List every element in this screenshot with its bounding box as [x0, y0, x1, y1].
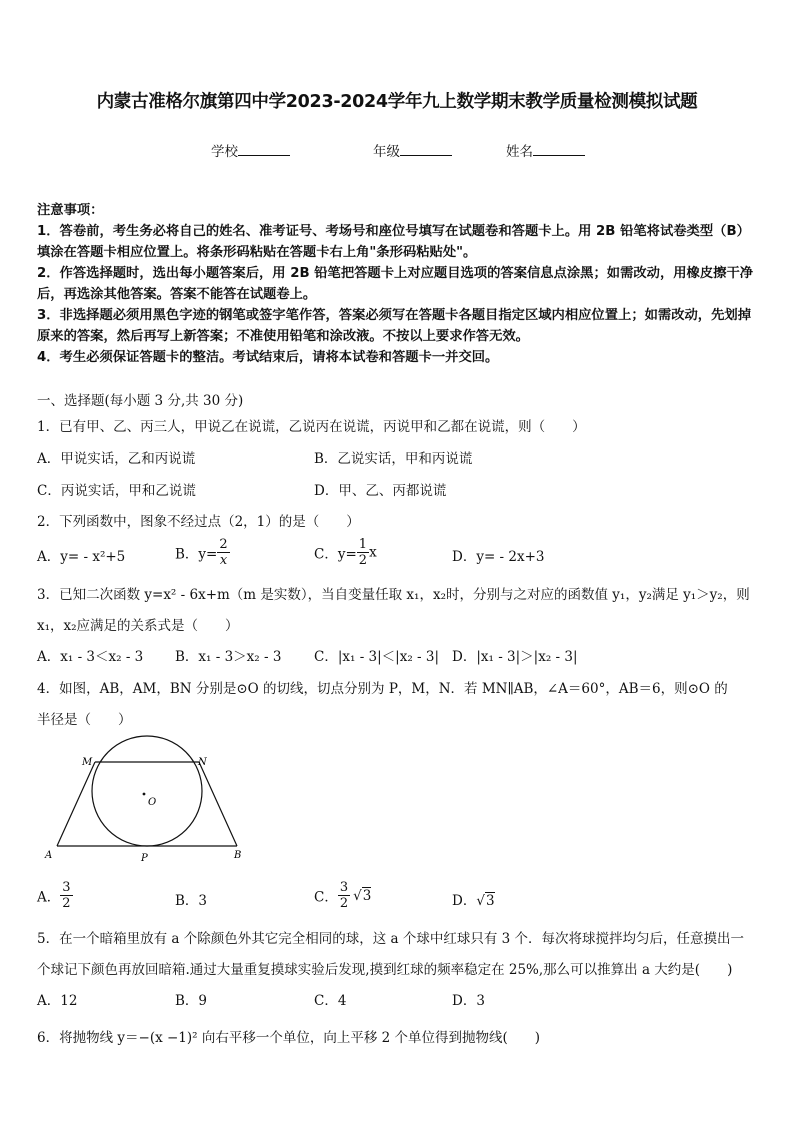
center-point: [143, 793, 146, 796]
q2-stem: 2．下列函数中，图象不经过点（2，1）的是（ ）: [37, 514, 360, 530]
segment-am: [57, 762, 95, 846]
page-title: 内蒙古准格尔旗第四中学2023-2024学年九上数学期末教学质量检测模拟试题: [96, 92, 698, 112]
name-label: 姓名: [506, 144, 533, 160]
grade-field: [373, 140, 452, 160]
q4-a-fraction: [60, 880, 72, 911]
notice-heading: 注意事项：: [37, 203, 104, 218]
q2-c-fraction: [357, 537, 369, 568]
q5-stem-line1: 5．在一个暗箱里放有 a 个除颜色外其它完全相同的球，这 a 个球中红球只有 3 个．每次将球搅拌均匀后，任意摸出一: [37, 931, 745, 947]
q3-option-b: B．x₁ - 3＞x₂ - 3: [175, 649, 282, 665]
q2-b-denominator: x: [219, 553, 228, 568]
q4-d-radicand: 3: [485, 893, 495, 909]
q4-c-prefix: C．: [314, 889, 338, 906]
grade-blank: [400, 142, 452, 156]
grade-label: 年级: [373, 144, 400, 160]
q4-a-prefix: A．: [37, 889, 61, 906]
q4-stem-line1: 4．如图，AB，AM，BN 分别是⊙O 的切线，切点分别为 P，M，N．若 MN∥AB，∠A＝60°，AB＝6，则⊙O 的: [37, 681, 728, 697]
notice-item-1: 1．答卷前，考生务必将自己的姓名、准考证号、考场号和座位号填写在试题卷和答题卡上。用 2B 铅笔将试卷类型（B）填涂在答题卡相应位置上。将条形码粘贴在答题卡右上角"条形码粘贴处"。: [37, 224, 750, 260]
q2-c-prefix: C．y=: [314, 546, 357, 563]
q4-option-c: [314, 880, 371, 911]
q4-d-prefix: D．: [452, 893, 477, 909]
q2-option-d: D．y= - 2x+3: [452, 549, 545, 565]
name-field: [506, 140, 585, 160]
q1-option-d: D．甲、乙、丙都说谎: [314, 483, 447, 499]
q1-option-b: B．乙说实话，甲和丙说谎: [314, 451, 473, 467]
q2-option-a: A．y= - x²+5: [37, 549, 126, 565]
segment-bn: [199, 762, 237, 846]
q1-stem: 1．已有甲、乙、丙三人，甲说乙在说谎，乙说丙在说谎，丙说甲和乙都在说谎，则（ ）: [37, 419, 586, 435]
q1-option-c: C．丙说实话，甲和乙说谎: [37, 483, 196, 499]
q4-option-d: [452, 889, 495, 909]
q2-b-prefix: B．y=: [175, 546, 218, 563]
school-label: 学校: [211, 144, 238, 160]
q2-c-suffix: x: [369, 544, 377, 561]
q4-c-radicand: 3: [362, 887, 372, 904]
school-field: [211, 140, 290, 160]
notice-item-2: 2．作答选择题时，选出每小题答案后，用 2B 铅笔把答题卡上对应题目选项的答案信息点涂黑；如需改动，用橡皮擦干净后，再选涂其他答案。答案不能答在试题卷上。: [37, 266, 754, 302]
q4-c-fraction: [338, 880, 350, 911]
q3-stem-line2: x₁，x₂应满足的关系式是（ ）: [37, 618, 239, 634]
q5-option-b: B．9: [175, 993, 208, 1009]
q6-stem: 6．将抛物线 y＝−(x −1)² 向右平移一个单位，向上平移 2 个单位得到抛物线( ): [37, 1030, 541, 1046]
q4-stem-line2: 半径是（ ）: [37, 712, 132, 728]
section-heading: 一、选择题(每小题 3 分,共 30 分): [37, 393, 244, 409]
q4-c-denominator: 2: [339, 896, 349, 911]
notice-item-3: 3．非选择题必须用黑色字迹的钢笔或签字笔作答，答案必须写在答题卡各题目指定区域内相应位置上；如需改动，先划掉原来的答案，然后再写上新答案；不准使用铅笔和涂改液。不按以上要求作答无效。: [37, 308, 751, 344]
q2-option-c: [314, 537, 377, 568]
label-b: B: [234, 850, 242, 861]
label-a: A: [45, 850, 53, 861]
q2-option-b: [175, 537, 230, 568]
q2-b-numerator: 2: [219, 537, 228, 552]
q4-geometry-figure: [38, 728, 258, 868]
q5-option-d: D．3: [452, 993, 485, 1009]
notice-item-4: 4．考生必须保证答题卡的整洁。考试结束后，请将本试卷和答题卡一并交回。: [37, 350, 499, 365]
q4-a-numerator: 3: [62, 880, 71, 895]
q4-option-a: [37, 880, 73, 911]
circle-o: [92, 736, 202, 846]
name-blank: [533, 142, 585, 156]
q2-c-numerator: 1: [358, 537, 368, 552]
q3-stem-line1: 3．已知二次函数 y=x² - 6x+m（m 是实数），当自变量任取 x₁，x₂时，分别与之对应的函数值 y₁，y₂满足 y₁＞y₂，则: [37, 587, 750, 603]
q4-option-b: B．3: [175, 893, 208, 909]
q3-option-d: D．|x₁ - 3|＞|x₂ - 3|: [452, 649, 578, 665]
q4-c-numerator: 3: [339, 880, 349, 895]
label-o: O: [148, 797, 157, 808]
label-m: M: [82, 757, 93, 768]
school-blank: [238, 142, 290, 156]
q5-option-c: C．4: [314, 993, 347, 1009]
q1-option-a: A．甲说实话，乙和丙说谎: [37, 451, 196, 467]
q3-option-c: C．|x₁ - 3|＜|x₂ - 3|: [314, 649, 440, 665]
q2-c-denominator: 2: [358, 553, 368, 568]
q4-d-sqrt-sign: √: [476, 893, 485, 909]
q5-stem-line2: 个球记下颜色再放回暗箱.通过大量重复摸球实验后发现,摸到红球的频率稳定在 25%,那么可以推算出 a 大约是( ): [37, 962, 733, 978]
q4-c-sqrt-sign: √: [353, 887, 362, 904]
q3-option-a: A．x₁ - 3＜x₂ - 3: [37, 649, 144, 665]
label-n: N: [198, 757, 207, 768]
q5-option-a: A．12: [37, 993, 78, 1009]
label-p: P: [141, 853, 148, 864]
q2-b-fraction: [217, 537, 229, 568]
q4-a-denominator: 2: [62, 896, 71, 911]
